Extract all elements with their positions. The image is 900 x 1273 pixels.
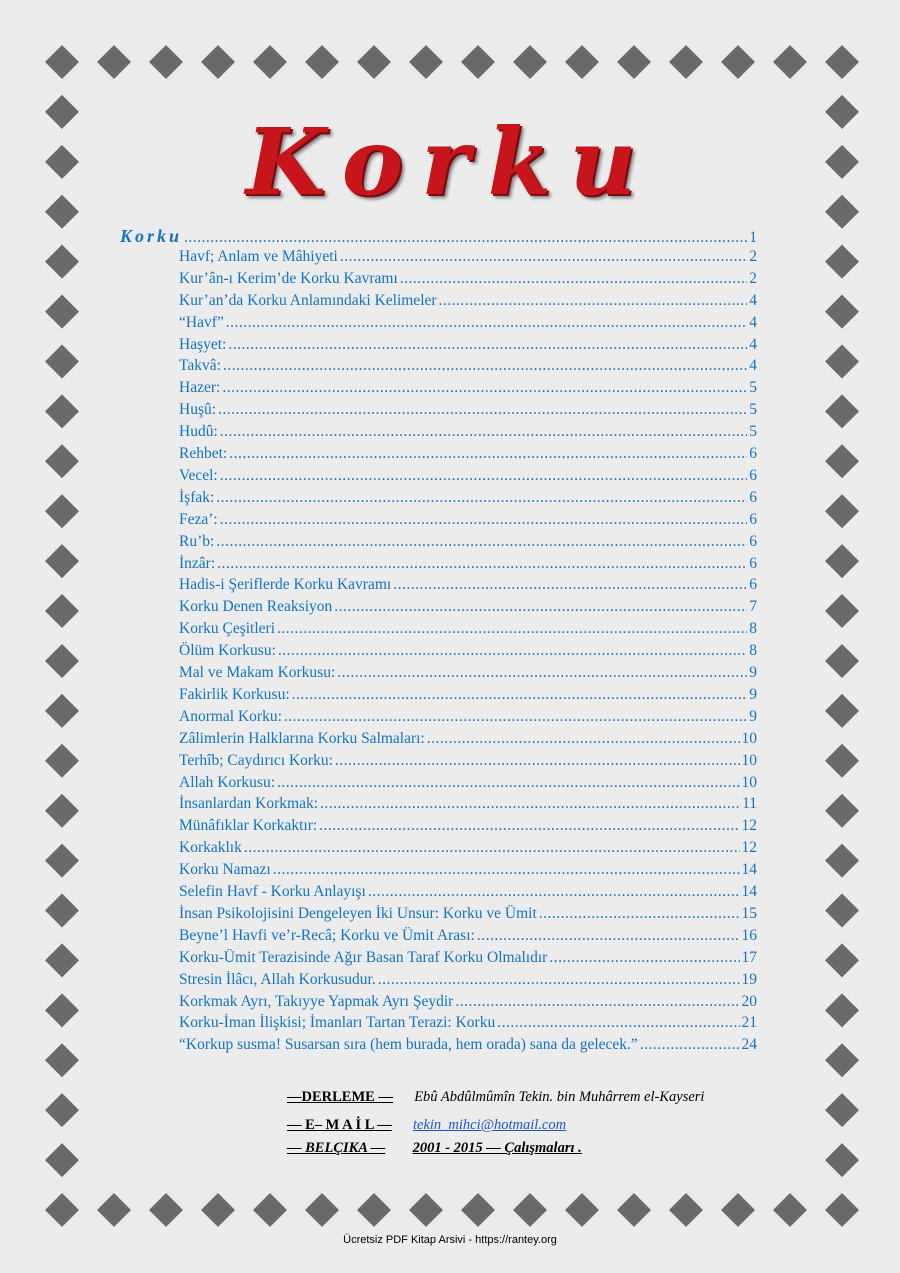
toc-entry-title: Terhîb; Caydırıcı Korku: bbox=[179, 751, 333, 769]
toc-dot-leader bbox=[184, 229, 747, 247]
toc-page-number: 24 bbox=[741, 1036, 757, 1054]
diamond-shape bbox=[825, 344, 859, 378]
toc-entry[interactable] bbox=[179, 511, 757, 529]
toc-dot-leader bbox=[218, 401, 747, 419]
diamond-shape bbox=[409, 1193, 443, 1227]
toc-entry-title: Fakirlik Korkusu: bbox=[179, 685, 290, 703]
toc-entry-title: Allah Korkusu: bbox=[179, 773, 276, 791]
toc-entry[interactable] bbox=[179, 467, 757, 485]
toc-page-number: 12 bbox=[741, 817, 757, 835]
toc-entry-title: Selefin Havf - Korku Anlayışı bbox=[179, 883, 366, 900]
diamond-shape bbox=[773, 1193, 807, 1227]
toc-dot-leader bbox=[497, 1014, 739, 1032]
toc-entry[interactable] bbox=[179, 664, 757, 682]
toc-entry-title: İnzâr: bbox=[179, 554, 216, 572]
diamond-shape bbox=[617, 45, 651, 79]
toc-page-number: 10 bbox=[741, 773, 757, 791]
toc-entry-title: Ölüm Korkusu: bbox=[179, 642, 276, 660]
toc-entry[interactable] bbox=[179, 905, 757, 923]
toc-entry[interactable] bbox=[179, 489, 757, 507]
toc-dot-leader bbox=[549, 949, 739, 967]
toc-dot-leader bbox=[455, 993, 739, 1011]
toc-entry[interactable] bbox=[179, 730, 757, 748]
toc-entry[interactable] bbox=[179, 555, 757, 573]
toc-entry[interactable] bbox=[179, 1014, 757, 1032]
derleme-value: Ebû Abdûlmûmîn Tekin. bin Muhârrem el-Kayseri bbox=[414, 1089, 705, 1105]
diamond-shape bbox=[825, 1193, 859, 1227]
toc-dot-leader bbox=[222, 379, 747, 397]
toc-page-number: 11 bbox=[742, 795, 757, 813]
toc-entry-title: Beyne’l Havfi ve’r-Recâ; Korku ve Ümit Arası: bbox=[179, 926, 475, 944]
toc-page-number: 6 bbox=[749, 510, 757, 528]
diamond-shape bbox=[45, 245, 79, 279]
diamond-shape bbox=[773, 45, 807, 79]
toc-heading-entry[interactable] bbox=[120, 226, 757, 247]
credit-country bbox=[287, 1140, 582, 1157]
diamond-shape bbox=[45, 1043, 79, 1077]
toc-page-number: 8 bbox=[749, 620, 757, 638]
diamond-shape bbox=[201, 1193, 235, 1227]
toc-entry-title: Hazer: bbox=[179, 379, 221, 397]
diamond-shape bbox=[45, 844, 79, 878]
diamond-shape bbox=[825, 1043, 859, 1077]
diamond-shape bbox=[825, 494, 859, 528]
toc-dot-leader bbox=[277, 774, 739, 792]
diamond-shape bbox=[45, 644, 79, 678]
toc-entry[interactable] bbox=[179, 839, 757, 857]
toc-entry-title: Mal ve Makam Korkusu: bbox=[179, 664, 336, 681]
toc-dot-leader bbox=[378, 971, 740, 989]
diamond-shape bbox=[825, 644, 859, 678]
toc-page-number: 6 bbox=[749, 576, 757, 594]
toc-entry-title: Havf; Anlam ve Mâhiyeti bbox=[179, 247, 338, 265]
diamond-shape bbox=[669, 45, 703, 79]
toc-page-number: 8 bbox=[749, 642, 757, 660]
toc-dot-leader bbox=[439, 292, 748, 310]
toc-dot-leader bbox=[427, 730, 740, 748]
toc-entry[interactable] bbox=[179, 949, 757, 967]
toc-entry-title: Münâfıklar Korkaktır: bbox=[179, 817, 318, 835]
toc-entry-title: Feza’: bbox=[179, 510, 218, 528]
toc-page-number: 9 bbox=[749, 685, 757, 703]
footer-text: Ücretsiz PDF Kitap Arsivi - https://rantey.org bbox=[343, 1234, 557, 1246]
toc-dot-leader bbox=[292, 686, 748, 704]
diamond-shape bbox=[513, 1193, 547, 1227]
toc-entry-title: “Korkup susma! Susarsan sıra (hem burada, hem orada) sana da gelecek.” bbox=[179, 1036, 638, 1054]
diamond-shape bbox=[253, 1193, 287, 1227]
toc-entry-title: Anormal Korku: bbox=[179, 707, 282, 725]
country-label: — BELÇIKA — bbox=[287, 1140, 386, 1156]
toc-page-number: 15 bbox=[741, 904, 757, 922]
toc-entry[interactable] bbox=[179, 423, 757, 441]
diamond-shape bbox=[825, 45, 859, 79]
toc-entry-title: Korku Namazı bbox=[179, 861, 271, 879]
toc-entry-title: Rehbet: bbox=[179, 445, 228, 462]
toc-dot-leader bbox=[640, 1036, 740, 1054]
toc-page-number: 6 bbox=[749, 532, 757, 550]
toc-dot-leader bbox=[539, 905, 740, 923]
diamond-shape bbox=[45, 744, 79, 778]
diamond-shape bbox=[45, 344, 79, 378]
toc-page-number: 5 bbox=[749, 401, 757, 419]
diamond-shape bbox=[97, 1193, 131, 1227]
diamond-shape bbox=[721, 1193, 755, 1227]
toc-entry[interactable] bbox=[179, 861, 757, 879]
toc-entry[interactable] bbox=[179, 795, 757, 813]
toc-dot-leader bbox=[337, 664, 747, 682]
toc-dot-leader bbox=[223, 357, 747, 375]
toc-entry[interactable] bbox=[179, 971, 757, 989]
diamond-shape bbox=[669, 1193, 703, 1227]
diamond-shape bbox=[45, 1193, 79, 1227]
diamond-shape bbox=[825, 794, 859, 828]
toc-page-number: 14 bbox=[741, 861, 757, 879]
toc-dot-leader bbox=[400, 270, 747, 288]
toc-entry[interactable] bbox=[179, 927, 757, 945]
toc-dot-leader bbox=[334, 598, 747, 616]
toc-entry[interactable] bbox=[179, 708, 757, 726]
toc-entry[interactable] bbox=[179, 401, 757, 419]
diamond-shape bbox=[409, 45, 443, 79]
toc-entry-title: Zâlimlerin Halklarına Korku Salmaları: bbox=[179, 729, 425, 747]
toc-entry[interactable] bbox=[179, 357, 757, 375]
toc-page-number: 9 bbox=[749, 707, 757, 725]
email-label: — E– M A İ L — bbox=[287, 1117, 392, 1133]
toc-page-number: 20 bbox=[741, 992, 757, 1010]
diamond-shape bbox=[825, 993, 859, 1027]
toc-entry-title: Hudû: bbox=[179, 423, 218, 441]
toc-page-number: 17 bbox=[741, 948, 757, 966]
toc-entry[interactable] bbox=[179, 292, 757, 310]
toc-entry-title: İnsan Psikolojisini Dengeleyen İki Unsur: Korku ve Ümit bbox=[179, 904, 537, 922]
toc-entry[interactable] bbox=[179, 533, 757, 551]
toc-entry-title: İnsanlardan Korkmak: bbox=[179, 795, 319, 813]
diamond-shape bbox=[721, 45, 755, 79]
toc-dot-leader bbox=[278, 642, 747, 660]
toc-dot-leader bbox=[320, 795, 740, 813]
toc-page-number: 5 bbox=[749, 423, 757, 441]
diamond-shape bbox=[45, 694, 79, 728]
toc-entry[interactable] bbox=[179, 445, 757, 463]
toc-page-number: 4 bbox=[749, 357, 757, 375]
toc-entry-title: Ru’b: bbox=[179, 532, 215, 550]
diamond-shape bbox=[565, 1193, 599, 1227]
diamond-shape bbox=[149, 45, 183, 79]
diamond-shape bbox=[45, 794, 79, 828]
diamond-shape bbox=[461, 45, 495, 79]
toc-entry-title: Vecel: bbox=[179, 466, 218, 484]
toc-page-number: 12 bbox=[741, 839, 757, 857]
toc-entry-title: Kur’ân-ı Kerim’de Korku Kavramı bbox=[179, 269, 398, 287]
diamond-shape bbox=[565, 45, 599, 79]
toc-entry-title: İşfak: bbox=[179, 488, 215, 506]
toc-dot-leader bbox=[340, 248, 747, 266]
toc-page-number: 4 bbox=[749, 291, 757, 309]
diamond-shape bbox=[45, 295, 79, 329]
toc-entry[interactable] bbox=[179, 817, 757, 835]
diamond-shape bbox=[305, 45, 339, 79]
diamond-shape bbox=[357, 45, 391, 79]
diamond-shape bbox=[305, 1193, 339, 1227]
diamond-shape bbox=[45, 1093, 79, 1127]
toc-entry[interactable] bbox=[179, 774, 757, 792]
toc-dot-leader bbox=[220, 467, 748, 485]
toc-entry-title: Korku bbox=[120, 226, 183, 246]
diamond-shape bbox=[825, 444, 859, 478]
toc-dot-leader bbox=[216, 533, 747, 551]
years-value: 2001 - 2015 — Çalışmaları . bbox=[412, 1140, 582, 1156]
toc-entry-title: Kur’an’da Korku Anlamındaki Kelimeler bbox=[179, 291, 437, 309]
toc-dot-leader bbox=[244, 839, 740, 857]
toc-page-number: 9 bbox=[749, 664, 757, 681]
toc-dot-leader bbox=[284, 708, 747, 726]
toc-entry[interactable] bbox=[179, 686, 757, 704]
diamond-shape bbox=[45, 1143, 79, 1177]
toc-entry[interactable] bbox=[179, 270, 757, 288]
toc-page-number: 6 bbox=[749, 445, 757, 462]
toc-entry[interactable] bbox=[179, 752, 757, 770]
diamond-shape bbox=[45, 894, 79, 928]
diamond-shape bbox=[825, 1143, 859, 1177]
toc-dot-leader bbox=[217, 555, 747, 573]
toc-entry-title: Haşyet: bbox=[179, 335, 227, 353]
diamond-shape bbox=[253, 45, 287, 79]
toc-entry[interactable] bbox=[179, 993, 757, 1011]
diamond-shape bbox=[45, 993, 79, 1027]
toc-page-number: 14 bbox=[741, 883, 757, 900]
toc-entry-title: Korku-İman İlişkisi; İmanları Tartan Terazi: Korku bbox=[179, 1014, 496, 1032]
toc-dot-leader bbox=[319, 817, 739, 835]
toc-page-number: 16 bbox=[741, 926, 757, 944]
diamond-shape bbox=[825, 943, 859, 977]
toc-entry-title: Korku Denen Reaksiyon bbox=[179, 598, 333, 616]
diamond-shape bbox=[45, 45, 79, 79]
credit-email bbox=[287, 1117, 566, 1134]
toc-entry-title: Hadis-i Şeriflerde Korku Kavramı bbox=[179, 576, 392, 594]
toc-page-number: 21 bbox=[741, 1014, 757, 1032]
toc-page-number: 2 bbox=[749, 247, 757, 265]
diamond-shape bbox=[825, 544, 859, 578]
email-link[interactable]: tekin_mihci@hotmail.com bbox=[413, 1117, 567, 1133]
toc-dot-leader bbox=[277, 620, 747, 638]
toc-dot-leader bbox=[220, 423, 748, 441]
diamond-shape bbox=[45, 943, 79, 977]
toc-dot-leader bbox=[226, 314, 748, 332]
toc-page-number: 10 bbox=[741, 751, 757, 769]
diamond-shape bbox=[825, 245, 859, 279]
diamond-shape bbox=[45, 544, 79, 578]
diamond-shape bbox=[201, 45, 235, 79]
toc-dot-leader bbox=[228, 336, 747, 354]
toc-dot-leader bbox=[477, 927, 740, 945]
toc-entry-title: Huşû: bbox=[179, 401, 217, 419]
diamond-shape bbox=[825, 1093, 859, 1127]
toc-entry-title: “Havf” bbox=[179, 313, 224, 331]
toc-dot-leader bbox=[335, 752, 740, 770]
diamond-shape bbox=[617, 1193, 651, 1227]
toc-entry[interactable] bbox=[179, 576, 757, 594]
toc-entry[interactable] bbox=[179, 248, 757, 266]
toc-page-number: 4 bbox=[749, 335, 757, 353]
diamond-shape bbox=[357, 1193, 391, 1227]
credit-derleme bbox=[287, 1089, 704, 1106]
toc-entry[interactable] bbox=[179, 598, 757, 616]
toc-entry-title: Takvâ: bbox=[179, 357, 221, 375]
toc-entry-title: Stresin İlâcı, Allah Korkusudur. bbox=[179, 970, 376, 988]
toc-entry[interactable] bbox=[179, 336, 757, 354]
diamond-shape bbox=[825, 744, 859, 778]
diamond-shape bbox=[825, 394, 859, 428]
toc-page-number: 19 bbox=[741, 970, 757, 988]
diamond-shape bbox=[45, 444, 79, 478]
toc-page-number: 7 bbox=[749, 598, 757, 616]
toc-entry[interactable] bbox=[179, 642, 757, 660]
toc-entry[interactable] bbox=[179, 1036, 757, 1054]
diamond-shape bbox=[45, 394, 79, 428]
toc-entry-title: Korku Çeşitleri bbox=[179, 620, 275, 638]
toc-dot-leader bbox=[216, 489, 747, 507]
toc-entry-title: Korku-Ümit Terazisinde Ağır Basan Taraf Korku Olmalıdır bbox=[179, 948, 548, 966]
diamond-shape bbox=[825, 295, 859, 329]
toc-page-number: 2 bbox=[749, 269, 757, 287]
toc-dot-leader bbox=[393, 576, 747, 594]
toc-page-number: 5 bbox=[749, 379, 757, 397]
diamond-shape bbox=[45, 594, 79, 628]
toc-dot-leader bbox=[273, 861, 740, 879]
toc-entry[interactable] bbox=[179, 314, 757, 332]
diamond-shape bbox=[825, 844, 859, 878]
toc-entry[interactable] bbox=[179, 883, 757, 901]
toc-dot-leader bbox=[220, 511, 748, 529]
toc-dot-leader bbox=[368, 883, 740, 901]
diamond-shape bbox=[45, 494, 79, 528]
toc-entry[interactable] bbox=[179, 620, 757, 638]
document-title: Korku bbox=[245, 108, 655, 216]
diamond-shape bbox=[97, 45, 131, 79]
toc-entry-title: Korkaklık bbox=[179, 839, 242, 857]
toc-page-number: 10 bbox=[741, 729, 757, 747]
diamond-shape bbox=[825, 594, 859, 628]
diamond-shape bbox=[149, 1193, 183, 1227]
diamond-shape bbox=[825, 894, 859, 928]
toc-dot-leader bbox=[229, 445, 747, 463]
toc-entry[interactable] bbox=[179, 379, 757, 397]
diamond-shape bbox=[513, 45, 547, 79]
diamond-shape bbox=[825, 694, 859, 728]
toc-page-number: 6 bbox=[749, 554, 757, 572]
toc-page-number: 6 bbox=[749, 488, 757, 506]
diamond-shape bbox=[461, 1193, 495, 1227]
toc-entry-title: Korkmak Ayrı, Takıyye Yapmak Ayrı Şeydir bbox=[179, 992, 454, 1010]
toc-page-number: 4 bbox=[749, 313, 757, 331]
toc-page-number: 6 bbox=[749, 466, 757, 484]
toc-page-number: 1 bbox=[749, 229, 757, 246]
derleme-label: —DERLEME — bbox=[287, 1089, 393, 1105]
